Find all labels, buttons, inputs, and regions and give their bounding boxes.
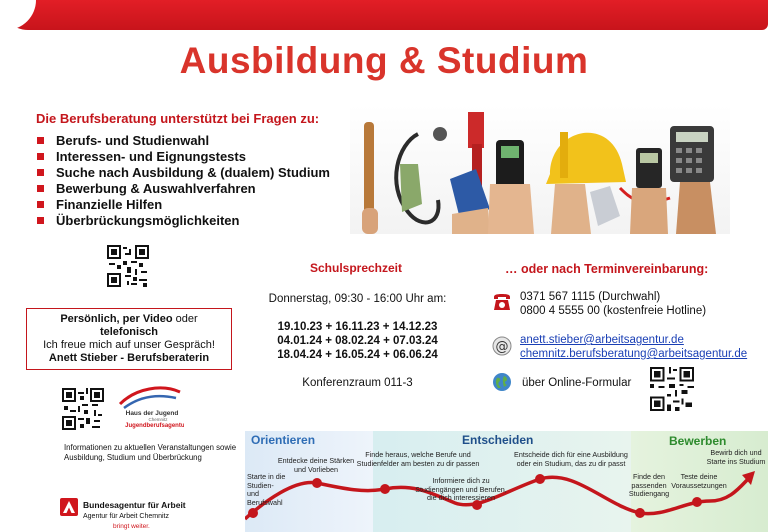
- date-row: 04.01.24 + 08.02.24 + 07.03.24: [277, 335, 438, 347]
- email-stieber-link[interactable]: anett.stieber@arbeitsagentur.de: [520, 334, 684, 346]
- schulsprechzeit-dates: [255, 320, 460, 362]
- timeline-step: Entdecke deine Stärken und Vorlieben: [277, 456, 355, 474]
- svg-text:@: @: [495, 339, 509, 355]
- termin-title: … oder nach Terminvereinbarung:: [505, 262, 709, 276]
- phase-entscheiden: Entscheiden: [462, 433, 534, 447]
- phone-hotline[interactable]: 0800 4 5555 00 (kostenfreie Hotline): [520, 305, 707, 317]
- topic-item: Finanzielle Hilfen: [36, 197, 330, 213]
- timeline-dot: [635, 508, 645, 518]
- phone-numbers: [520, 290, 706, 318]
- career-timeline: [245, 431, 768, 532]
- email-icon: [492, 336, 512, 356]
- top-banner: [0, 0, 768, 30]
- svg-text:Chemnitz: Chemnitz: [148, 417, 168, 422]
- topic-list: [36, 133, 330, 229]
- schulsprechzeit-time: Donnerstag, 09:30 - 16:00 Uhr am:: [268, 293, 447, 305]
- phone-direct[interactable]: 0371 567 1115 (Durchwahl): [520, 291, 661, 303]
- timeline-step: Bewirb dich und Starte ins Studium: [706, 448, 766, 466]
- timeline-dot: [380, 484, 390, 494]
- contact-line4: Anett Stieber - Berufsberaterin: [48, 352, 210, 364]
- qr-code-online-form[interactable]: [650, 367, 694, 411]
- timeline-step: Starte in die Studien- und Berufswahl: [247, 472, 286, 507]
- timeline-step: Informiere dich zu Studiengängen und Berufen, die dich interessieren: [415, 476, 507, 502]
- intro-heading: Die Berufsberatung unterstützt bei Fragen zu:: [36, 111, 320, 126]
- timeline-dot: [248, 508, 258, 518]
- globe-icon: [492, 372, 512, 392]
- agency-slogan: bringt weiter.: [113, 523, 150, 530]
- haus-der-jugend-logo: [118, 384, 184, 430]
- timeline-step: Entscheide dich für eine Ausbildung oder ein Studium, das zu dir passt: [514, 450, 628, 468]
- svg-text:Haus der Jugend: Haus der Jugend: [125, 410, 179, 417]
- topic-item: Interessen- und Eignungstests: [36, 149, 330, 165]
- topic-item: Bewerbung & Auswahlverfahren: [36, 181, 330, 197]
- tools-photo: [350, 104, 730, 234]
- timeline-step: Finde den passenden Studiengang: [628, 472, 670, 498]
- email-berufsberatung-link[interactable]: chemnitz.berufsberatung@arbeitsagentur.de: [520, 348, 748, 360]
- online-form-link[interactable]: über Online-Formular: [522, 377, 632, 389]
- date-row: 18.04.24 + 16.05.24 + 06.06.24: [277, 349, 438, 361]
- topic-item: Berufs- und Studienwahl: [36, 133, 330, 149]
- agency-name: Bundesagentur für Arbeit: [83, 500, 186, 510]
- contact-box: [26, 308, 232, 370]
- partner-info-text: Informationen zu aktuellen Veranstaltungen sowie Ausbildung, Studium und Überbrückung: [64, 443, 237, 462]
- contact-line2: telefonisch: [99, 326, 159, 338]
- topic-item: Überbrückungsmöglichkeiten: [36, 213, 330, 229]
- schulsprechzeit-title: Schulsprechzeit: [309, 261, 403, 275]
- email-links: [520, 333, 747, 361]
- svg-text:Jugendberufsagentur: Jugendberufsagentur: [125, 423, 184, 429]
- timeline-dot: [692, 497, 702, 507]
- phone-icon: [492, 292, 512, 312]
- phase-bewerben: Bewerben: [669, 434, 727, 448]
- timeline-dot: [312, 478, 322, 488]
- timeline-step: Finde heraus, welche Berufe und Studienfelder am besten zu dir passen: [356, 450, 480, 468]
- phase-orientieren: Orientieren: [251, 433, 316, 447]
- qr-code[interactable]: [107, 245, 149, 287]
- qr-code-haus-der-jugend[interactable]: [62, 388, 104, 430]
- topic-item: Suche nach Ausbildung & (dualem) Studium: [36, 165, 330, 181]
- contact-line3: Ich freue mich auf unser Gespräch!: [43, 339, 215, 351]
- timeline-dot: [535, 474, 545, 484]
- timeline-step: Teste deine Voraussetzungen: [671, 472, 727, 490]
- date-row: 19.10.23 + 16.11.23 + 14.12.23: [277, 321, 438, 333]
- agency-sub: Agentur für Arbeit Chemnitz: [83, 513, 169, 520]
- ba-logo-icon: [60, 498, 78, 516]
- room: Konferenzraum 011-3: [302, 377, 413, 389]
- page-title: Ausbildung & Studium: [179, 40, 589, 81]
- contact-line1: Persönlich, per Video oder: [60, 313, 198, 325]
